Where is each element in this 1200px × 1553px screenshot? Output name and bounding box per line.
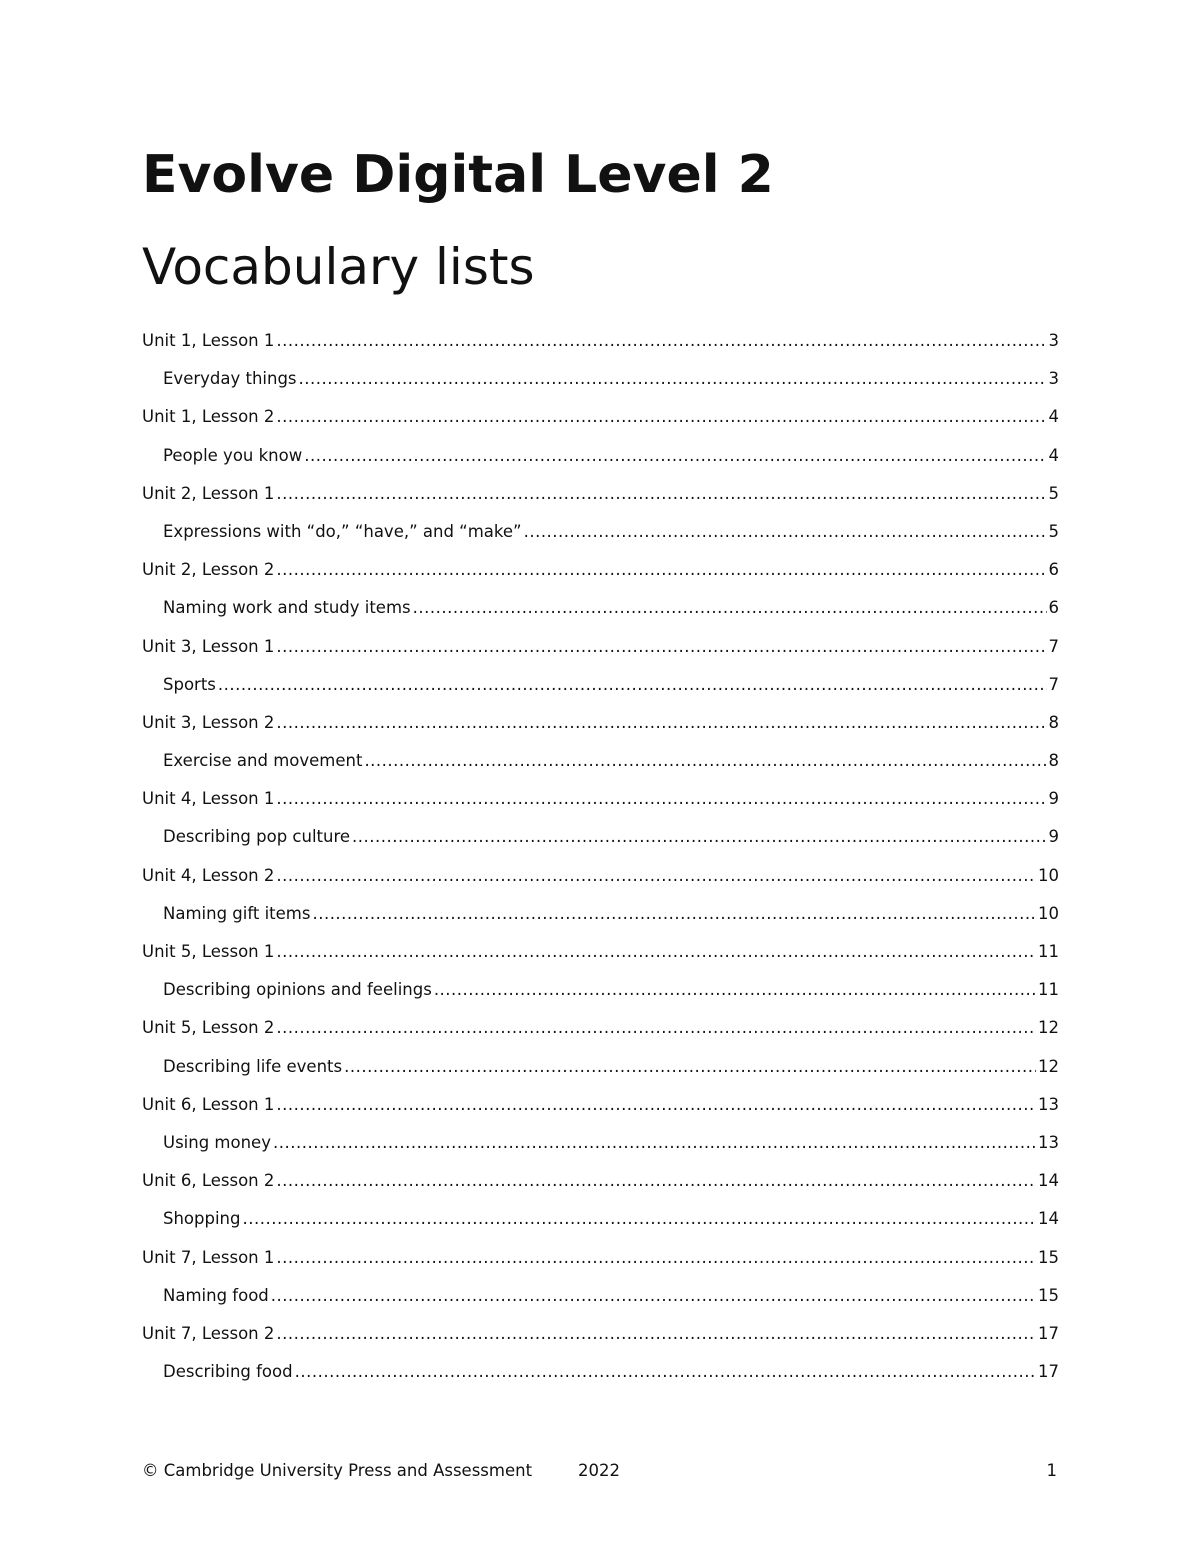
toc-entry-page-number: 17 bbox=[1038, 1323, 1059, 1343]
toc-entry-lesson[interactable] bbox=[142, 1016, 1059, 1054]
toc-entry-page-number: 13 bbox=[1038, 1132, 1059, 1152]
toc-entry-page-number: 7 bbox=[1048, 636, 1059, 656]
toc-entry-page-number: 5 bbox=[1048, 483, 1059, 503]
toc-entry-topic[interactable] bbox=[142, 520, 1059, 558]
toc-entry-page-number: 14 bbox=[1038, 1171, 1059, 1191]
toc-entry-lesson[interactable] bbox=[142, 482, 1059, 520]
toc-dot-leader bbox=[413, 596, 1047, 620]
toc-dot-leader bbox=[276, 482, 1046, 506]
toc-entry-page-number: 7 bbox=[1048, 674, 1059, 694]
toc-entry-page-number: 8 bbox=[1048, 751, 1059, 771]
toc-entry-topic[interactable] bbox=[142, 1131, 1059, 1169]
toc-entry-label: Unit 5, Lesson 2 bbox=[142, 1018, 275, 1038]
toc-entry-label: Naming food bbox=[163, 1285, 269, 1305]
toc-entry-lesson[interactable] bbox=[142, 558, 1059, 596]
toc-dot-leader bbox=[276, 787, 1046, 811]
toc-entry-page-number: 6 bbox=[1048, 598, 1059, 618]
document-subtitle: Vocabulary lists bbox=[142, 238, 535, 296]
toc-entry-lesson[interactable] bbox=[142, 787, 1059, 825]
toc-entry-page-number: 9 bbox=[1048, 789, 1059, 809]
document-title: Evolve Digital Level 2 bbox=[142, 145, 774, 205]
toc-entry-label: Unit 6, Lesson 1 bbox=[142, 1094, 275, 1114]
toc-entry-page-number: 11 bbox=[1038, 980, 1059, 1000]
toc-entry-page-number: 17 bbox=[1038, 1362, 1059, 1382]
toc-entry-lesson[interactable] bbox=[142, 1169, 1059, 1207]
toc-dot-leader bbox=[304, 444, 1046, 468]
toc-entry-label: Naming work and study items bbox=[163, 598, 411, 618]
toc-entry-topic[interactable] bbox=[142, 367, 1059, 405]
toc-entry-lesson[interactable] bbox=[142, 1322, 1059, 1360]
toc-entry-page-number: 3 bbox=[1048, 369, 1059, 389]
page-footer bbox=[142, 1458, 1059, 1484]
footer-year: 2022 bbox=[578, 1461, 620, 1480]
toc-entry-label: Unit 3, Lesson 2 bbox=[142, 712, 275, 732]
toc-entry-label: Describing food bbox=[163, 1362, 293, 1382]
toc-entry-label: People you know bbox=[163, 445, 303, 465]
toc-dot-leader bbox=[276, 1169, 1036, 1193]
toc-entry-page-number: 8 bbox=[1048, 712, 1059, 732]
toc-entry-label: Unit 4, Lesson 2 bbox=[142, 865, 275, 885]
toc-entry-topic[interactable] bbox=[142, 902, 1059, 940]
toc-dot-leader bbox=[276, 864, 1036, 888]
toc-dot-leader bbox=[218, 673, 1047, 697]
toc-entry-page-number: 6 bbox=[1048, 560, 1059, 580]
toc-entry-page-number: 15 bbox=[1038, 1285, 1059, 1305]
toc-entry-lesson[interactable] bbox=[142, 405, 1059, 443]
toc-dot-leader bbox=[276, 711, 1046, 735]
toc-entry-page-number: 10 bbox=[1038, 865, 1059, 885]
toc-entry-page-number: 14 bbox=[1038, 1209, 1059, 1229]
toc-dot-leader bbox=[243, 1207, 1037, 1231]
toc-dot-leader bbox=[276, 1322, 1036, 1346]
toc-entry-topic[interactable] bbox=[142, 596, 1059, 634]
table-of-contents bbox=[142, 329, 1059, 1398]
toc-entry-page-number: 5 bbox=[1048, 521, 1059, 541]
toc-entry-label: Unit 5, Lesson 1 bbox=[142, 942, 275, 961]
toc-entry-lesson[interactable] bbox=[142, 864, 1059, 902]
toc-entry-label: Shopping bbox=[163, 1209, 241, 1229]
toc-dot-leader bbox=[352, 825, 1046, 849]
toc-entry-label: Sports bbox=[163, 674, 216, 694]
toc-entry-topic[interactable] bbox=[142, 1207, 1059, 1245]
toc-entry-label: Unit 7, Lesson 1 bbox=[142, 1247, 275, 1267]
toc-dot-leader bbox=[344, 1055, 1036, 1079]
toc-entry-page-number: 12 bbox=[1038, 1056, 1059, 1076]
toc-dot-leader bbox=[312, 902, 1036, 926]
toc-entry-lesson[interactable] bbox=[142, 329, 1059, 367]
toc-entry-lesson[interactable] bbox=[142, 635, 1059, 673]
toc-entry-label: Unit 7, Lesson 2 bbox=[142, 1323, 275, 1343]
toc-dot-leader bbox=[364, 749, 1046, 773]
toc-entry-label: Describing opinions and feelings bbox=[163, 980, 432, 1000]
toc-entry-page-number: 13 bbox=[1038, 1094, 1059, 1114]
toc-dot-leader bbox=[276, 940, 1036, 964]
toc-entry-label: Unit 1, Lesson 1 bbox=[142, 331, 275, 350]
toc-entry-label: Unit 2, Lesson 2 bbox=[142, 560, 275, 580]
toc-entry-label: Everyday things bbox=[163, 369, 297, 389]
toc-entry-label: Unit 6, Lesson 2 bbox=[142, 1171, 275, 1191]
toc-dot-leader bbox=[524, 520, 1047, 544]
toc-entry-page-number: 15 bbox=[1038, 1247, 1059, 1267]
toc-entry-lesson[interactable] bbox=[142, 711, 1059, 749]
toc-dot-leader bbox=[276, 635, 1046, 659]
footer-copyright: © Cambridge University Press and Assessment bbox=[142, 1461, 533, 1480]
toc-entry-label: Using money bbox=[163, 1132, 271, 1152]
toc-entry-page-number: 10 bbox=[1038, 903, 1059, 923]
toc-entry-topic[interactable] bbox=[142, 749, 1059, 787]
toc-entry-label: Expressions with “do,” “have,” and “make” bbox=[163, 521, 522, 541]
toc-dot-leader bbox=[299, 367, 1047, 391]
toc-entry-page-number: 4 bbox=[1048, 445, 1059, 465]
toc-dot-leader bbox=[276, 405, 1046, 429]
toc-entry-label: Unit 1, Lesson 2 bbox=[142, 407, 275, 427]
toc-dot-leader bbox=[295, 1360, 1036, 1384]
toc-dot-leader bbox=[276, 1016, 1036, 1040]
toc-entry-label: Unit 3, Lesson 1 bbox=[142, 636, 275, 656]
toc-entry-lesson[interactable] bbox=[142, 940, 1059, 978]
toc-entry-lesson[interactable] bbox=[142, 1093, 1059, 1131]
toc-entry-label: Unit 4, Lesson 1 bbox=[142, 789, 275, 809]
toc-dot-leader bbox=[276, 329, 1046, 353]
toc-entry-topic[interactable] bbox=[142, 673, 1059, 711]
toc-entry-page-number: 3 bbox=[1048, 331, 1059, 350]
toc-dot-leader bbox=[276, 1093, 1036, 1117]
toc-dot-leader bbox=[271, 1284, 1036, 1308]
toc-entry-label: Describing pop culture bbox=[163, 827, 351, 847]
toc-entry-topic[interactable] bbox=[142, 1284, 1059, 1322]
toc-entry-label: Naming gift items bbox=[163, 903, 311, 923]
toc-dot-leader bbox=[434, 978, 1036, 1002]
toc-entry-page-number: 12 bbox=[1038, 1018, 1059, 1038]
toc-entry-label: Unit 2, Lesson 1 bbox=[142, 483, 275, 503]
toc-entry-topic[interactable] bbox=[142, 978, 1059, 1016]
toc-entry-topic[interactable] bbox=[142, 825, 1059, 863]
toc-entry-label: Exercise and movement bbox=[163, 751, 363, 771]
footer-page-number: 1 bbox=[1046, 1461, 1057, 1480]
toc-entry-lesson[interactable] bbox=[142, 1246, 1059, 1284]
toc-dot-leader bbox=[276, 558, 1046, 582]
toc-entry-page-number: 4 bbox=[1048, 407, 1059, 427]
toc-dot-leader bbox=[273, 1131, 1036, 1155]
toc-entry-label: Describing life events bbox=[163, 1056, 343, 1076]
toc-dot-leader bbox=[276, 1246, 1036, 1270]
toc-entry-page-number: 9 bbox=[1048, 827, 1059, 847]
toc-entry-page-number: 11 bbox=[1038, 942, 1059, 961]
toc-entry-topic[interactable] bbox=[142, 444, 1059, 482]
toc-entry-topic[interactable] bbox=[142, 1055, 1059, 1093]
toc-entry-topic[interactable] bbox=[142, 1360, 1059, 1398]
